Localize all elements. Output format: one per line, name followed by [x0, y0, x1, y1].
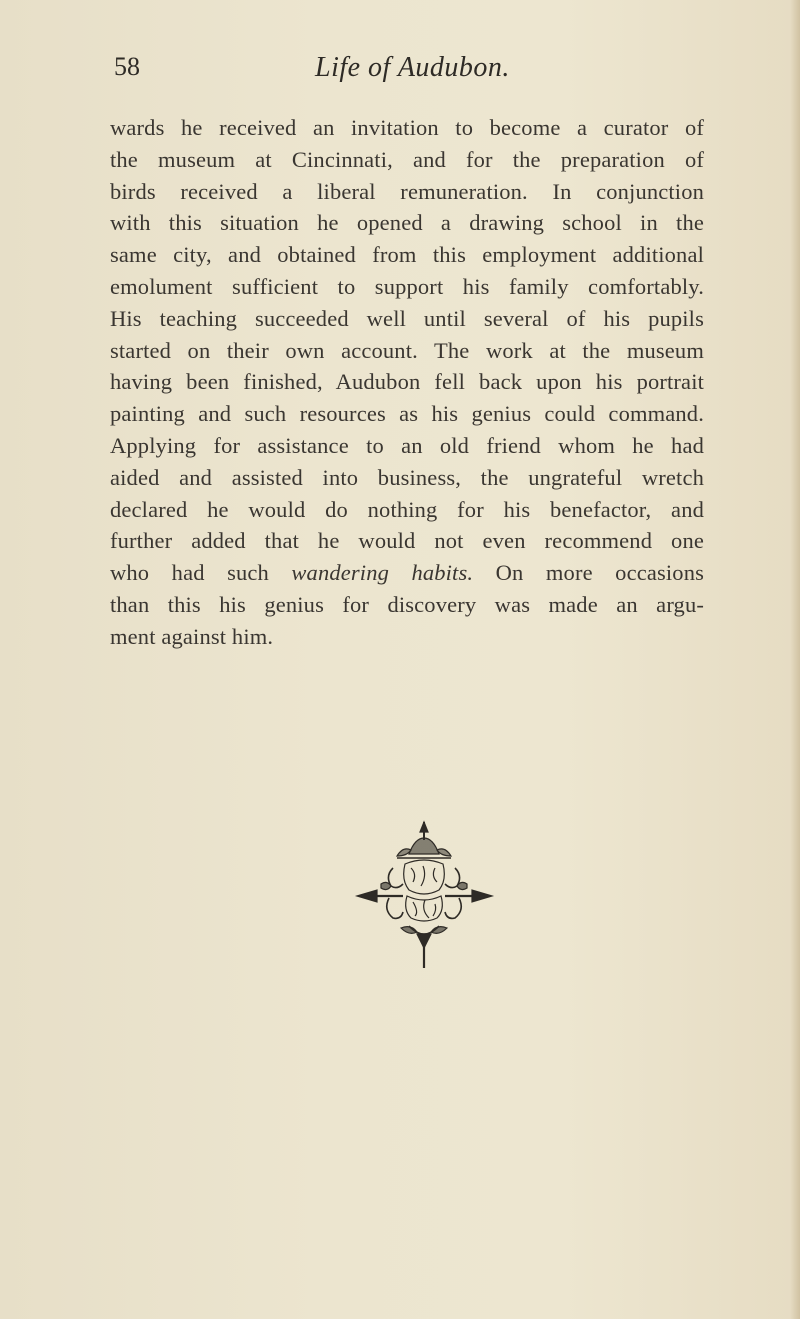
text-line: aided and assisted into business, the ungrateful wretch [110, 464, 704, 490]
text-segment: who had such [110, 560, 292, 586]
running-head [110, 50, 710, 90]
text-line: than this his genius for discovery was made an argu- [110, 591, 704, 617]
text-line: the museum at Cincinnati, and for the preparation of [110, 146, 704, 172]
text-line: emolument sufficient to support his family comfortably. [110, 273, 704, 299]
text-line: wards he received an invitation to become a curator of [110, 115, 704, 140]
text-line: Applying for assistance to an old friend whom he had [110, 432, 704, 458]
italic-phrase: wandering habits. [291, 560, 474, 586]
text-segment: On more occasions [473, 560, 705, 586]
text-line: His teaching succeeded well until several of his pupils [110, 305, 704, 331]
text-line: with this situation he opened a drawing school in the [110, 210, 704, 236]
text-line: same city, and obtained from this employment additional [110, 242, 704, 268]
text-line-with-italic [110, 557, 704, 589]
text-line: further added that he would not even recommend one [110, 528, 704, 554]
text-line: birds received a liberal remuneration. In conjunction [110, 178, 704, 204]
text-line: started on their own account. The work at the museum [110, 337, 704, 363]
body-paragraph [110, 112, 704, 653]
tailpiece-ornament-icon [347, 820, 502, 970]
text-line: having been finished, Audubon fell back upon his portrait [110, 369, 704, 395]
page-number: 58 [114, 52, 140, 81]
page-edge-shadow [790, 0, 800, 1319]
text-line-last: ment against him. [110, 623, 274, 649]
running-title: Life of Audubon. [315, 52, 510, 83]
text-line: declared he would do nothing for his benefactor, and [110, 496, 704, 522]
text-line: painting and such resources as his genius could command. [110, 401, 704, 427]
